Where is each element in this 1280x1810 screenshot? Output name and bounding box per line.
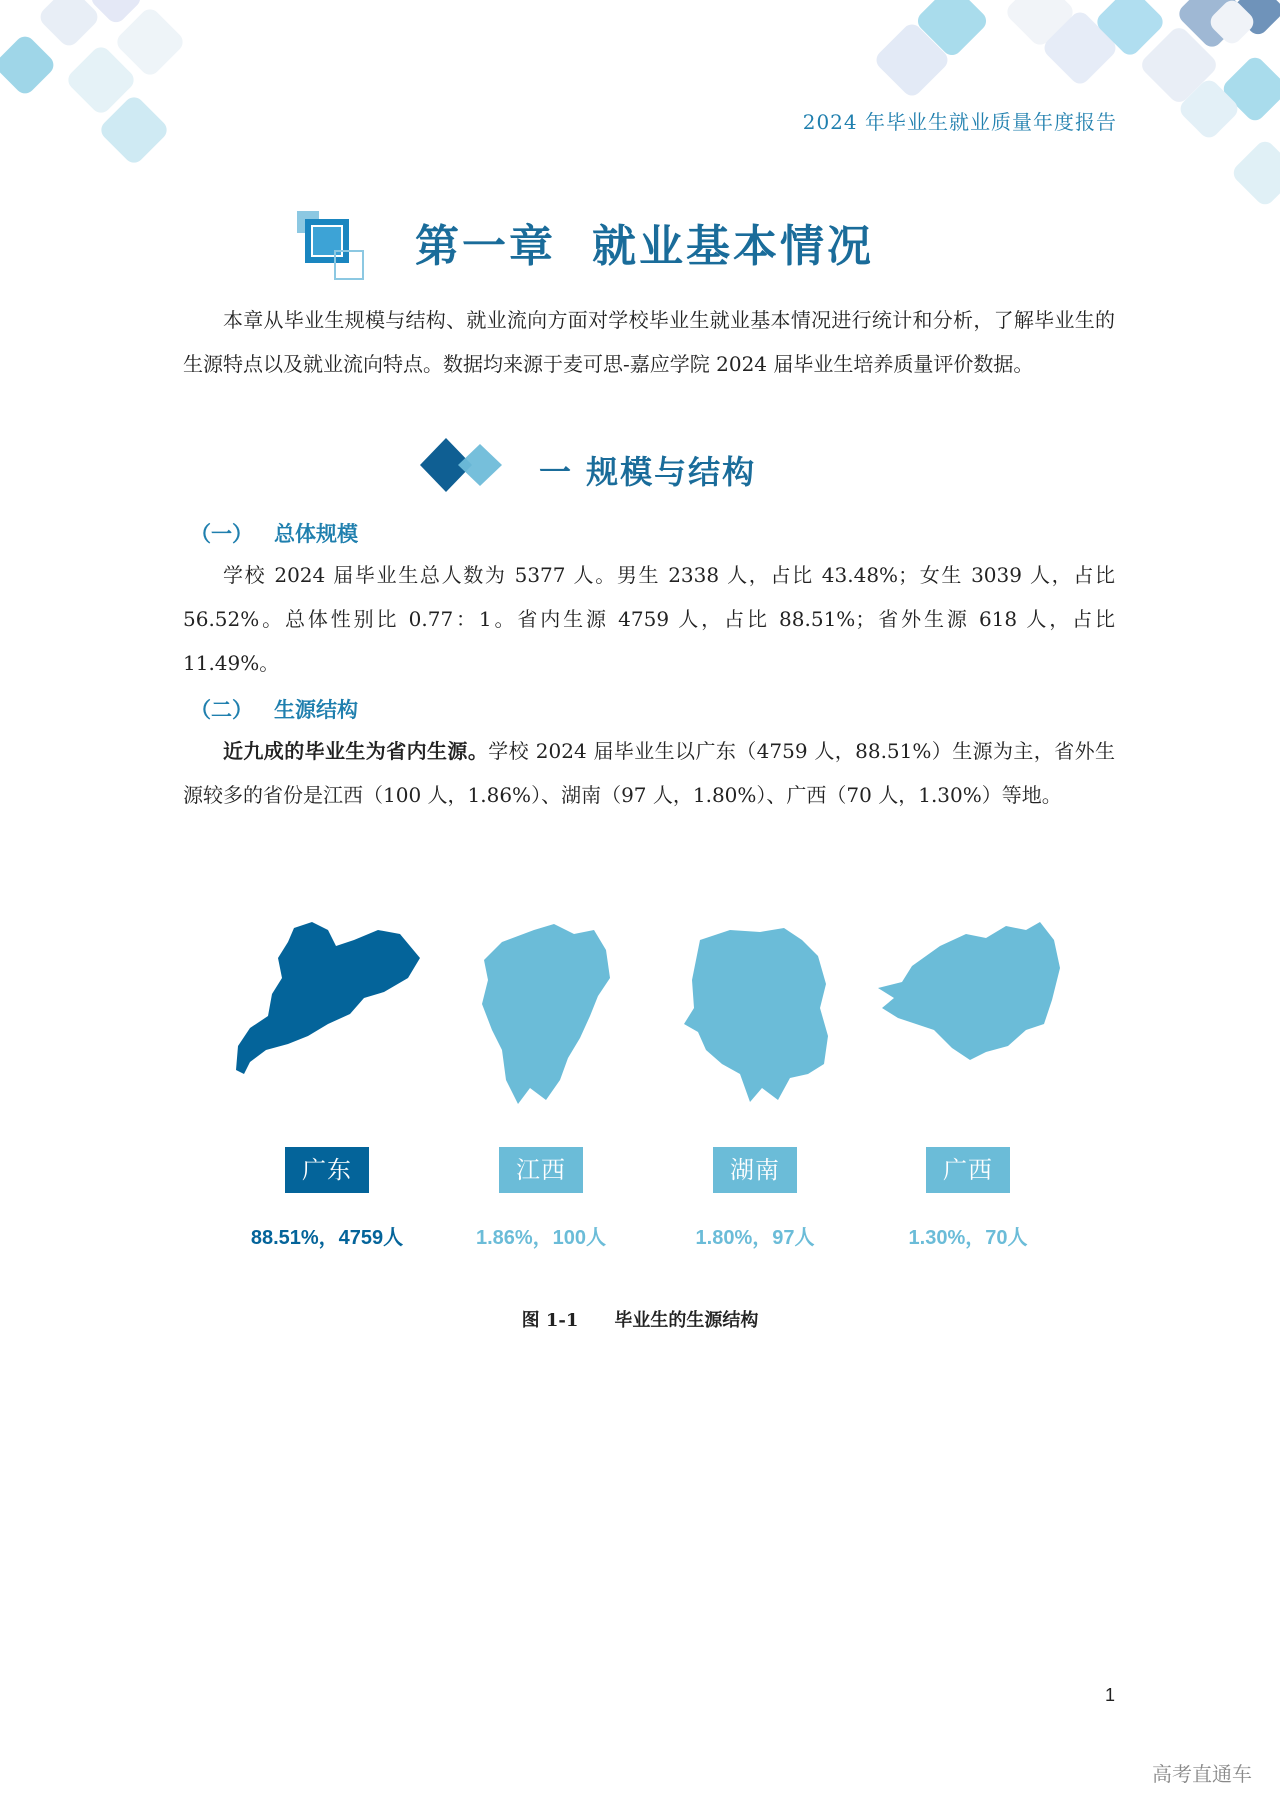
guangxi-shape [878,922,1060,1060]
section-title: 一 规模与结构 [539,453,757,491]
province-value: 1.80%，97人 [695,1227,815,1249]
subsection-title: 生源结构 [274,697,358,722]
figure-caption-text: 毕业生的生源结构 [614,1310,759,1331]
section-diamond-icon [418,436,504,494]
province-label: 广西 [926,1147,1010,1193]
province-value: 88.51%，4759人 [250,1227,404,1249]
subsection-title: 总体规模 [274,521,358,546]
overall-scale-paragraph: 学校 2024 届毕业生总人数为 5377 人。男生 2338 人，占比 43.48%；女生 3039 人，占比 56.52%。总体性别比 0.77：1。省内生源 4759 人，占比 88.51%；省外生源 618 人，占比 11.49%。 [183,563,1115,675]
jiangxi-map [476,920,610,1104]
hunan-map [680,924,830,1104]
guangdong-shape [236,922,420,1074]
subsection-heading-source-structure [190,694,358,724]
jiangxi-shape [482,924,610,1104]
report-header-title: 2024 年毕业生就业质量年度报告 [802,110,1117,134]
figure-caption [0,1306,1280,1332]
guangxi-map [876,920,1062,1060]
subsection-number: （二） [190,697,253,722]
chapter-title [415,210,874,274]
hunan-shape [684,928,828,1102]
source-structure-text: 学校 2024 届毕业生以广东（4759 人，88.51%）生源为主，省外生源较多的省份是江西（100 人，1.86%）、湖南（97 人，1.80%）、广西（70 人，1.30%）等地。 [183,739,1116,807]
subsection-heading-overall-scale [190,518,358,548]
source-structure-paragraph [183,729,1115,817]
guangdong-map [232,918,424,1074]
province-value: 1.86%，100人 [475,1227,607,1249]
province-value: 1.30%，70人 [908,1227,1028,1249]
watermark-text: 高考直通车 [1152,1762,1252,1786]
page-number: 1 [1105,1685,1116,1705]
chapter-title-main: 就业基本情况 [592,221,874,272]
province-label: 广东 [285,1147,369,1193]
figure-caption-label: 图 1-1 [521,1310,579,1331]
subsection-number: （一） [190,521,253,546]
source-structure-lead: 近九成的毕业生为省内生源。 [223,739,489,763]
province-label: 江西 [499,1147,583,1193]
province-label: 湖南 [713,1147,797,1193]
chapter-title-prefix: 第一章 [415,221,556,272]
intro-paragraph: 本章从毕业生规模与结构、就业流向方面对学校毕业生就业基本情况进行统计和分析，了解毕业生的生源特点以及就业流向特点。数据均来源于麦可思-嘉应学院 2024 届毕业生培养质量评价数据。 [183,308,1115,376]
chapter-square-icon [297,211,369,283]
